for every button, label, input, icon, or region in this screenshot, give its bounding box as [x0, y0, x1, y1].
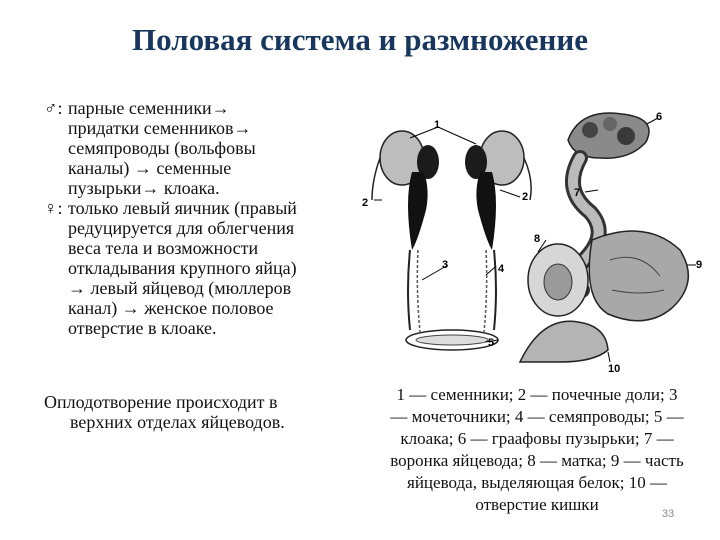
- male-line: каналы) → семенные: [68, 158, 232, 178]
- male-line: придатки семенников→: [68, 118, 252, 138]
- figure-label: 7: [574, 187, 581, 199]
- figure-label: 3: [442, 259, 449, 271]
- male-system-drawing: [372, 131, 531, 350]
- female-bullet: [44, 198, 364, 338]
- figure-label: 8: [534, 233, 541, 245]
- female-line: только левый яичник (правый: [68, 198, 297, 218]
- caption-line: клоака; 6 — граафовы пузырьки; 7 —: [400, 429, 674, 448]
- figure-label: 6: [656, 111, 663, 123]
- female-line: канал) → женское половое: [68, 298, 274, 318]
- male-line: пузырьки→ клоака.: [68, 178, 220, 198]
- caption-line: воронка яйцевода; 8 — матка; 9 — часть: [390, 451, 684, 470]
- male-line: семяпроводы (вольфовы: [68, 138, 256, 158]
- fertilization-text: [44, 392, 364, 432]
- figure-label: 2: [362, 197, 369, 209]
- figure-label: 10: [608, 363, 621, 375]
- figure-label: 1: [434, 119, 441, 131]
- page-number: 33: [662, 508, 675, 520]
- male-bullet: [44, 98, 364, 198]
- caption-line: — мочеточники; 4 — семяпроводы; 5 —: [390, 407, 684, 426]
- female-line: откладывания крупного яйца): [68, 258, 297, 278]
- figure-label: 4: [498, 263, 505, 275]
- caption-line: отверстие кишки: [475, 495, 599, 514]
- caption-line: яйцевода, выделяющая белок; 10 —: [407, 473, 667, 492]
- female-line: → левый яйцевод (мюллеров: [68, 278, 292, 298]
- female-line: веса тела и возможности: [68, 238, 259, 258]
- figure-caption: [378, 384, 696, 516]
- figure-label: 9: [696, 259, 703, 271]
- male-symbol: ♂:: [44, 98, 63, 118]
- figure-label: 2: [522, 191, 529, 203]
- female-system-drawing: [520, 113, 688, 362]
- female-symbol: ♀:: [44, 198, 63, 218]
- female-line: редуцируется для облегчения: [68, 218, 295, 238]
- slide-title: Половая система и размножение: [132, 22, 588, 57]
- figure-label: 5: [488, 337, 495, 349]
- female-line: отверстие в клоаке.: [68, 318, 217, 338]
- caption-line: 1 — семенники; 2 — почечные доли; 3: [396, 385, 678, 404]
- fertilization-line: верхних отделах яйцеводов.: [70, 412, 285, 432]
- body-text: [44, 98, 364, 338]
- fertilization-line: Оплодотворение происходит в: [44, 392, 278, 412]
- reproductive-system-figure: [360, 100, 720, 380]
- male-line: парные семенники→: [68, 98, 230, 118]
